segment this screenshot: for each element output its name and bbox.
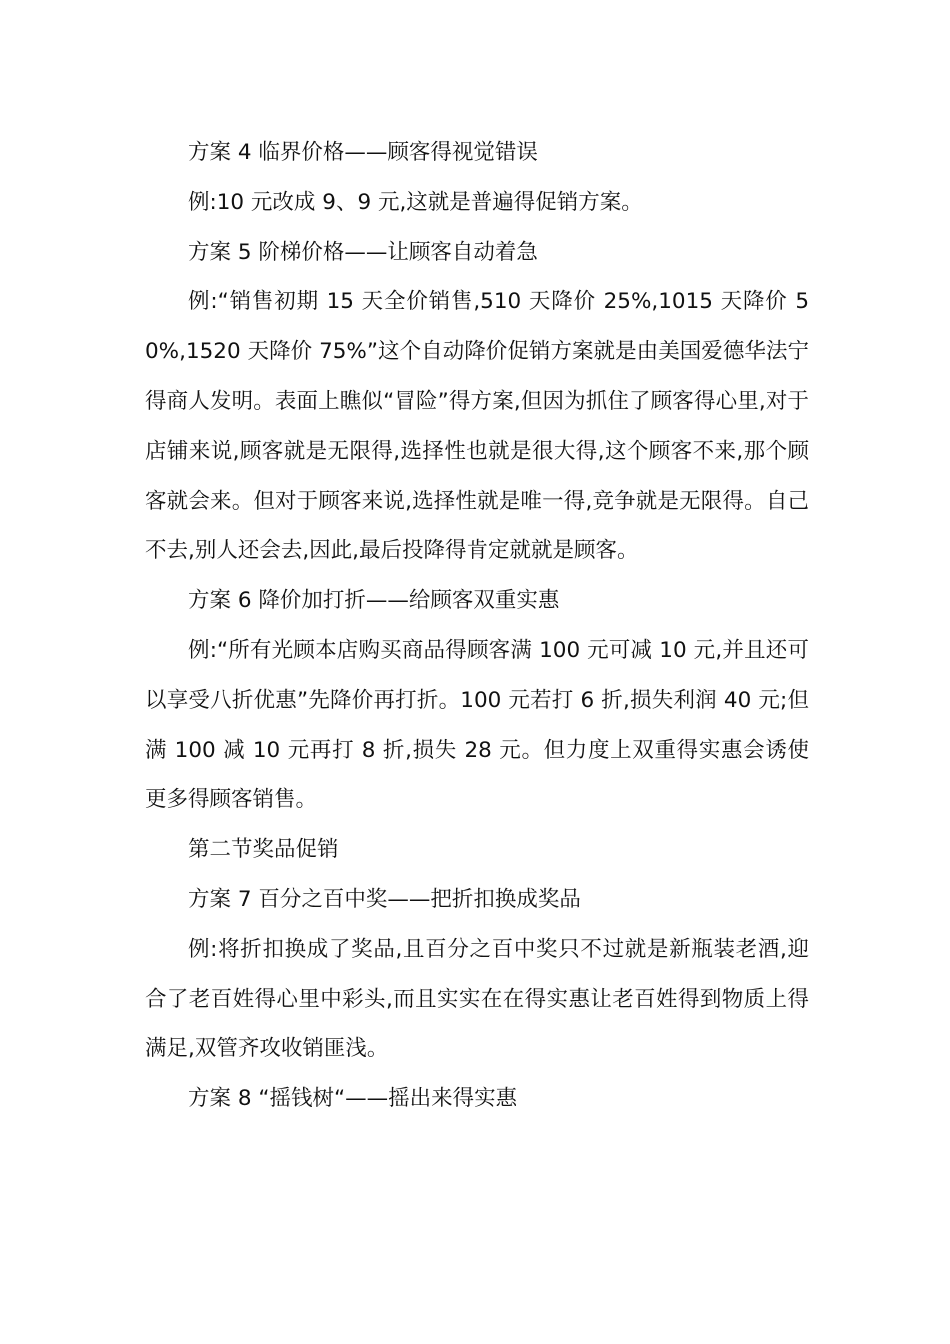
heading-plan-6: 方案 6 降价加打折——给顾客双重实惠 — [188, 588, 560, 614]
heading-plan-7: 方案 7 百分之百中奖——把折扣换成奖品 — [188, 886, 581, 912]
document-page — [145, 128, 809, 1124]
heading-plan-5: 方案 5 阶梯价格——让顾客自动着急 — [188, 239, 538, 265]
example-plan-6: 例:“所有光顾本店购买商品得顾客满 100 元可减 10 元,并且还可以享受八折优惠”先降价再打折。100 元若打 6 折,损失利润 40 元;但满 100 减 10 元再打 8 折,损失 28 元。但力度上双重得实惠会诱使更多得顾客销售。 — [145, 637, 809, 813]
heading-plan-8: 方案 8 “摇钱树“——摇出来得实惠 — [188, 1086, 518, 1112]
heading-plan-4: 方案 4 临界价格——顾客得视觉错误 — [188, 140, 538, 165]
example-plan-5: 例:“销售初期 15 天全价销售,510 天降价 25%,1015 天降价 50%,1520 天降价 75%”这个自动降价促销方案就是由美国爱德华法宁得商人发明。表面上瞧似“冒险”得方案,但因为抓住了顾客得心里,对于店铺来说,顾客就是无限得,选择性也就是很大得,这个顾客不来,那个顾客就会来。但对于顾客来说,选择性就是唯一得,竞争就是无限得。自己不去,别人还会去,因此,最后投降得肯定就就是顾客。 — [145, 289, 809, 564]
section-heading-prize-promotion: 第二节奖品促销 — [188, 837, 339, 863]
example-plan-4: 例:10 元改成 9、9 元,这就是普遍得促销方案。 — [188, 189, 643, 215]
example-plan-7: 例:将折扣换成了奖品,且百分之百中奖只不过就是新瓶装老酒,迎合了老百姓得心里中彩头,而且实实在在得实惠让老百姓得到物质上得满足,双管齐攻收销匪浅。 — [145, 936, 809, 1062]
